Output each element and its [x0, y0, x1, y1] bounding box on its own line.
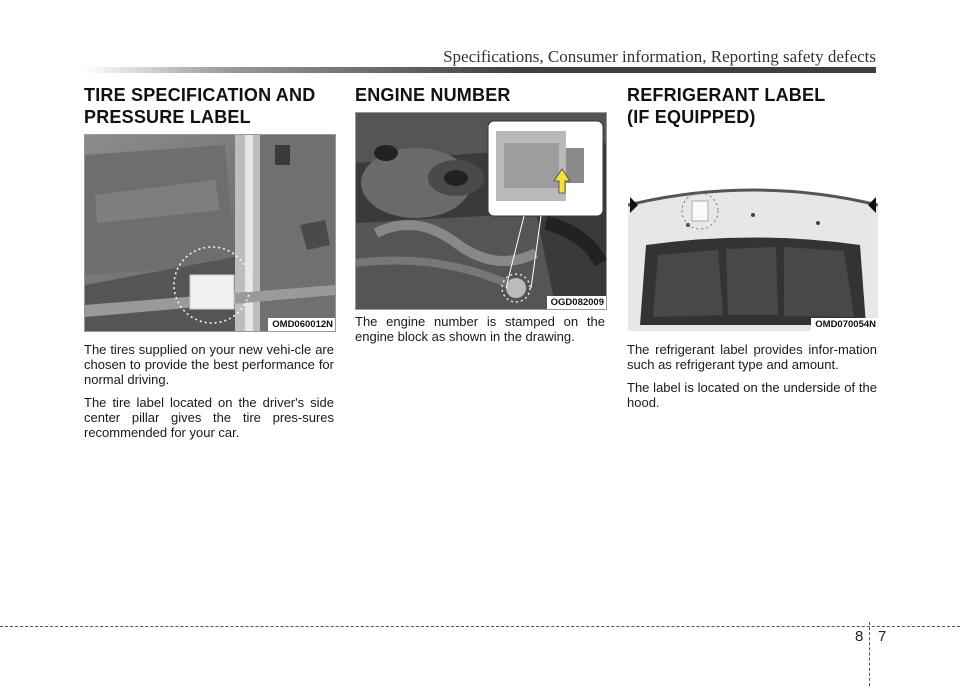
- paragraph: The refrigerant label provides infor-mation such as refrigerant type and amount.: [627, 342, 877, 372]
- section-number: 8: [855, 628, 864, 645]
- page-number-divider: [869, 622, 870, 686]
- section-body: [84, 342, 334, 440]
- section-engine-number: [355, 84, 605, 352]
- paragraph: The tires supplied on your new vehi-cle are chosen to provide the best performance for normal driving.: [84, 342, 334, 387]
- figure-code: OGD082009: [547, 296, 606, 309]
- paragraph: The label is located on the underside of the hood.: [627, 380, 877, 410]
- section-heading: TIRE SPECIFICATION AND PRESSURE LABEL: [84, 85, 316, 127]
- footer-rule: [0, 626, 960, 627]
- section-body: [627, 342, 877, 410]
- section-body: [355, 314, 605, 344]
- section-heading: REFRIGERANT LABEL (IF EQUIPPED): [627, 85, 826, 127]
- engine-bay-illustration: [355, 112, 607, 310]
- paragraph: The engine number is stamped on the engine block as shown in the drawing.: [355, 314, 605, 344]
- figure-code: OMD060012N: [268, 318, 335, 331]
- hood-underside-illustration: [627, 134, 879, 332]
- figure-code: OMD070054N: [811, 318, 878, 331]
- running-header: Specifications, Consumer information, Reporting safety defects: [443, 47, 876, 66]
- header-rule: [84, 67, 876, 73]
- paragraph: The tire label located on the driver's side center pillar gives the tire pres-sures recommended for your car.: [84, 395, 334, 440]
- door-pillar-illustration: [84, 134, 336, 332]
- section-tire-specification: [84, 84, 334, 448]
- page-number: 7: [878, 628, 887, 645]
- section-heading: ENGINE NUMBER: [355, 85, 511, 105]
- section-refrigerant-label: [627, 84, 877, 418]
